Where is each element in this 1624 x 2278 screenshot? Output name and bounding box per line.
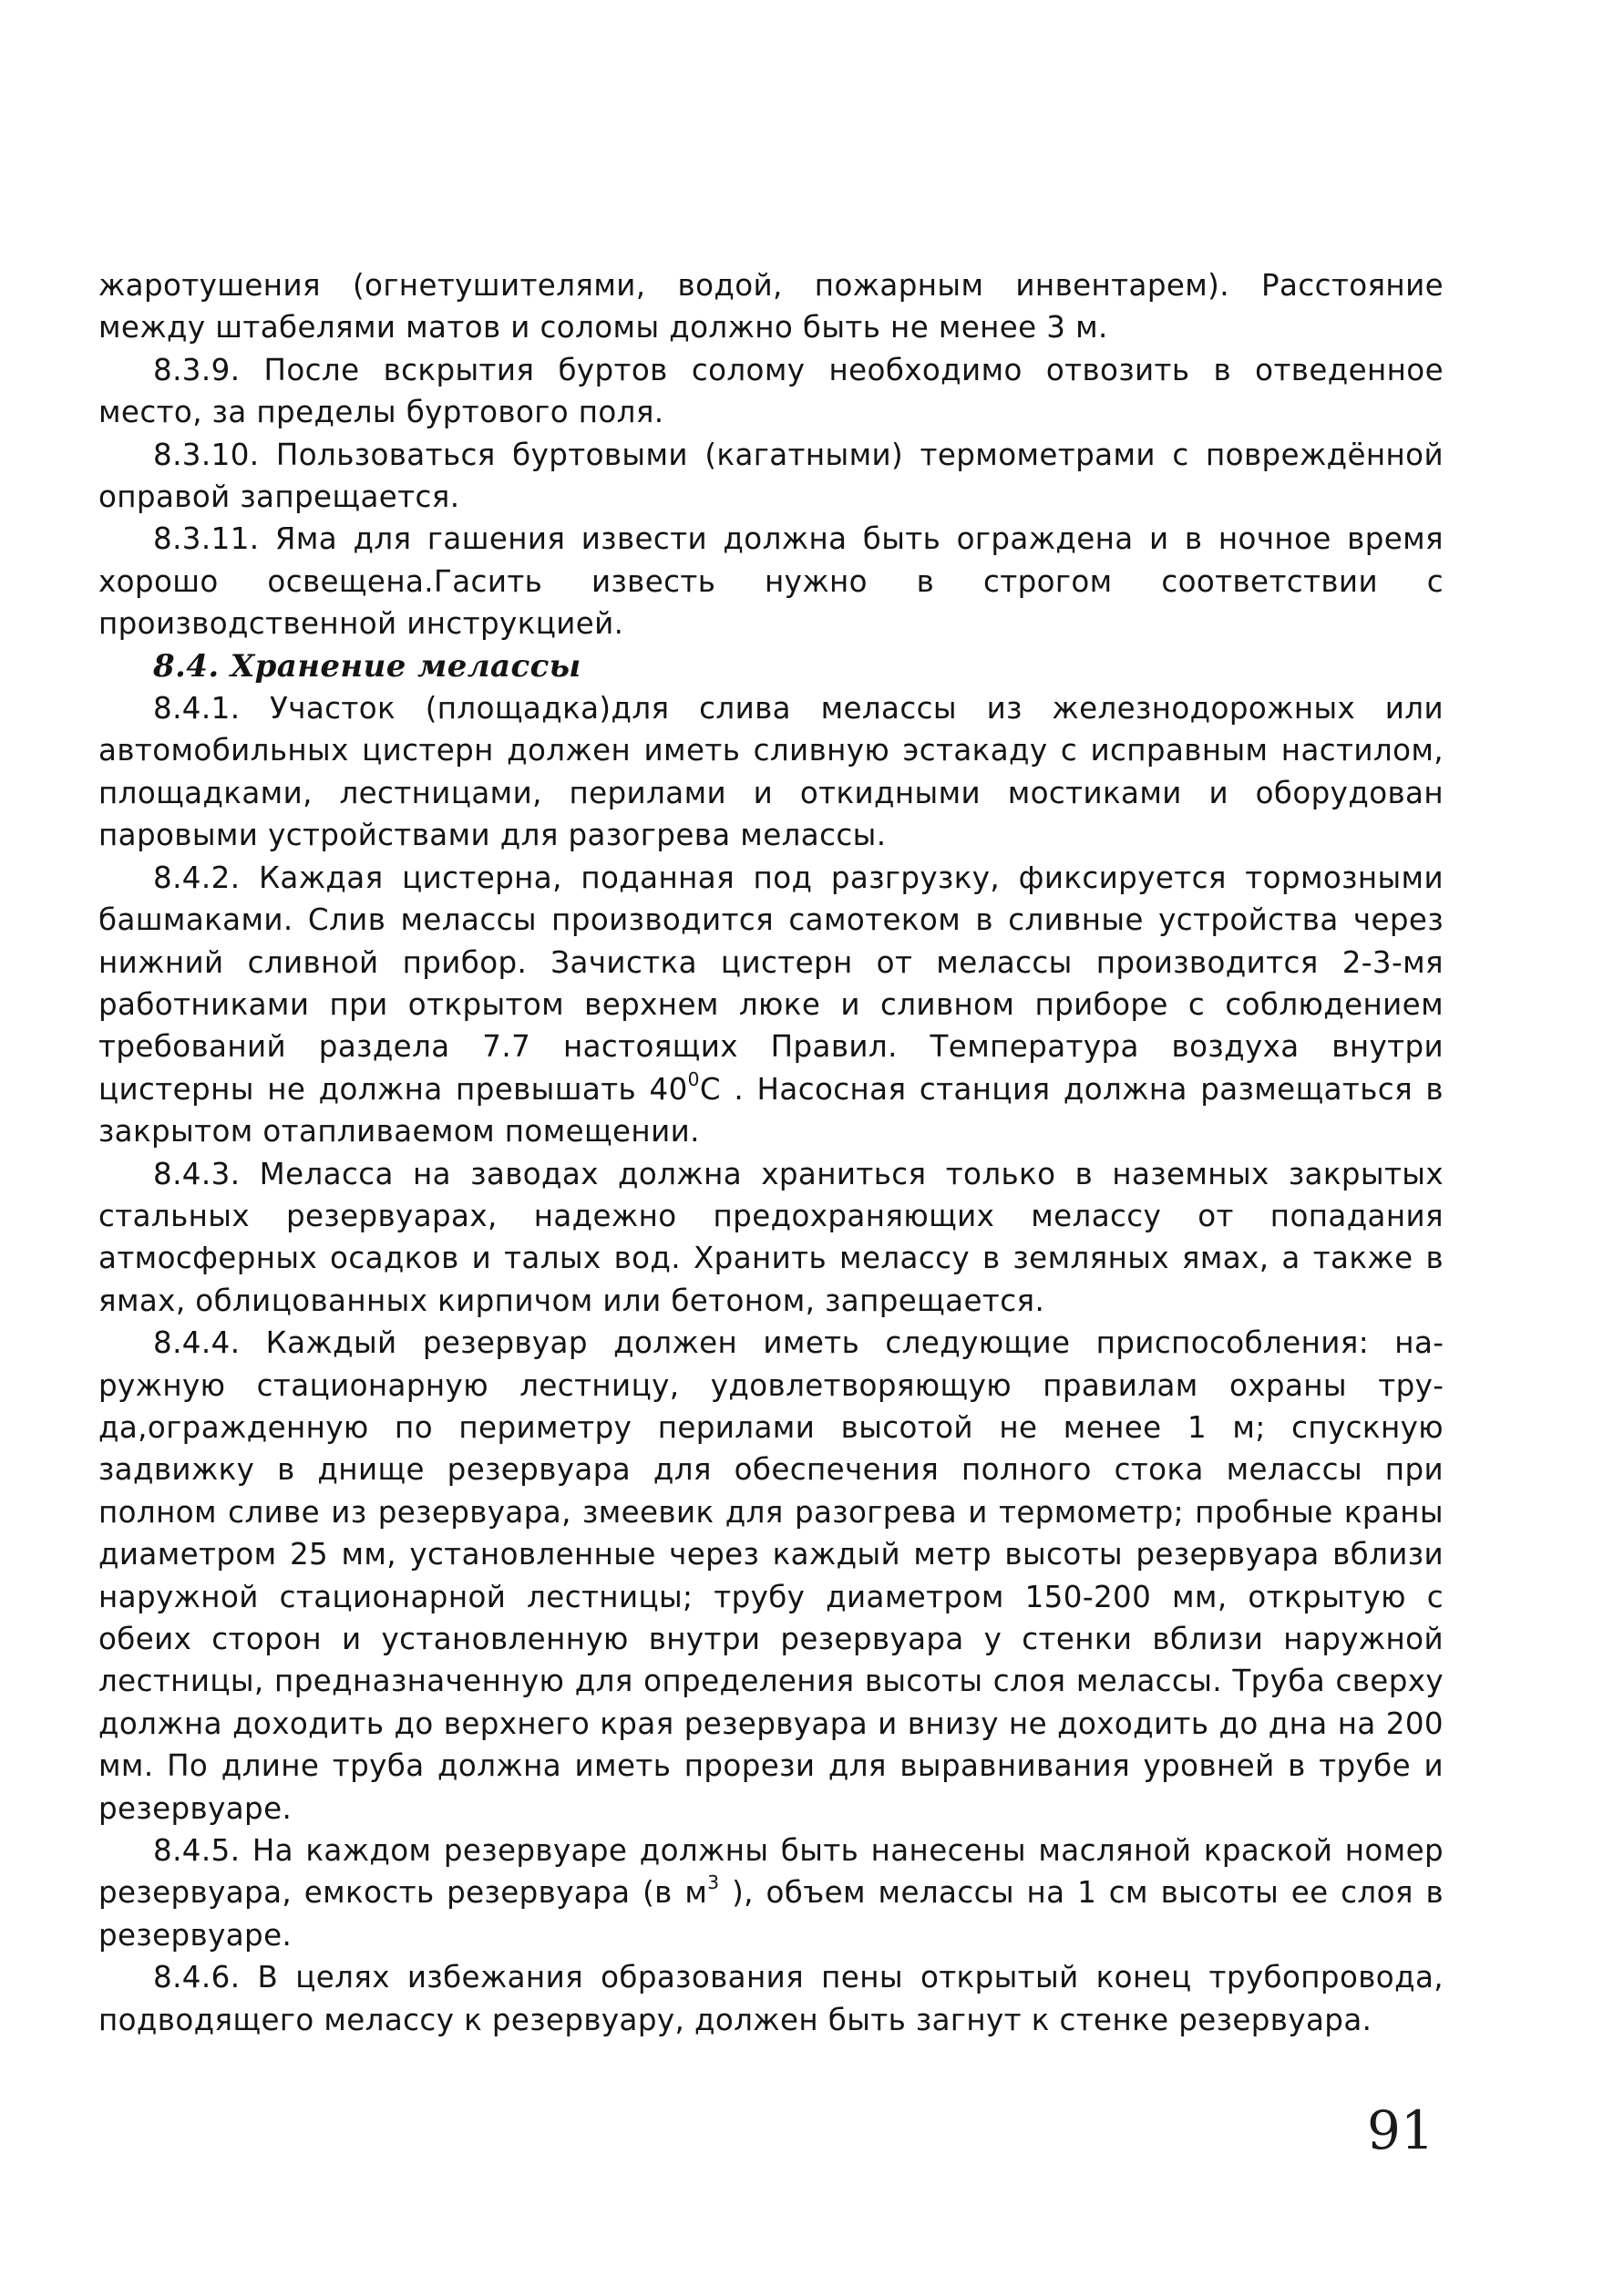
- section-heading-8-4: 8.4. Хранение мелассы: [153, 647, 581, 685]
- temperature-superscript: 0: [687, 1067, 700, 1090]
- page-number: 91: [1367, 2099, 1434, 2161]
- document-page: [98, 264, 1444, 2041]
- paragraph-8-4-2-text: 8.4.2. Каждая цистерна, поданная под разгрузку, фиксируется тормозными башмаками. Слив мелассы производится самотеком в сливные устройства через нижний сливной прибор. Зачистка цистерн от мелассы производится 2-3-мя работниками при открытом верхнем люке и сливном приборе с соблюдением требований раздела 7.7 настоящих Правил. Температура воздуха внутри цистерны не должна превышать 40: [98, 860, 1444, 1107]
- paragraph-8-3-10: 8.3.10. Пользоваться буртовыми (кагатными) термометрами с повреждённой оправой запрещается.: [98, 437, 1444, 515]
- paragraph-8-4-2-text-end: С . Насосная станция должна размещаться в закрытом отапливаемом помещении.: [98, 1071, 1444, 1149]
- cubic-superscript: 3: [707, 1871, 720, 1894]
- paragraph-8-3-9: 8.3.9. После вскрытия буртов солому необходимо отвозить в отведенное место, за пределы буртового поля.: [98, 352, 1444, 430]
- paragraph-8-4-1: 8.4.1. Участок (площадка)для слива мелассы из железнодорожных или автомобильных цистерн должен иметь сливную эстакаду с исправным настилом, площадками, лестницами, перилами и откидными мостиками и оборудован паровыми устройствами для разогрева мелассы.: [98, 691, 1444, 853]
- paragraph-8-4-5-text-end: ), объем мелассы на 1 см высоты ее слоя в резервуаре.: [98, 1875, 1444, 1953]
- paragraph-8-4-5: [98, 1830, 1444, 1956]
- paragraph-8-3-11: 8.3.11. Яма для гашения извести должна быть ограждена и в ночное время хорошо освещена.Гасить известь нужно в строгом соответствии с производственной инструкцией.: [98, 521, 1444, 642]
- paragraph-8-4-3: 8.4.3. Меласса на заводах должна храниться только в наземных закрытых стальных резервуарах, надежно предохраняющих мелассу от попадания атмосферных осадков и талых вод. Хранить мелассу в земляных ямах, а также в ямах, облицованных кирпичом или бетоном, запрещается.: [98, 1156, 1444, 1318]
- paragraph-8-4-4: 8.4.4. Каждый резервуар должен иметь следующие приспособления: наружную стационарную лестницу, удовлетворяющую правилам охраны труда,огражденную по периметру перилами высотой не менее 1 м; спускную задвижку в днище резервуара для обеспечения полного стока мелассы при полном сливе из резервуара, змеевик для разогрева и термометр; пробные краны диаметром 25 мм, установленные через каждый метр высоты резервуара вблизи наружной стационарной лестницы; трубу диаметром 150-200 мм, открытую с обеих сторон и установленную внутри резервуара у стенки вблизи наружной лестницы, предназначенную для определения высоты слоя мелассы. Труба сверху должна доходить до верхнего края резервуара и внизу не доходить до дна на 200 мм. По длине труба должна иметь прорези для выравнивания уровней в трубе и резервуаре.: [98, 1325, 1444, 1826]
- paragraph-continuation: жаротушения (огнетушителями, водой, пожарным инвентарем). Расстояние между штабелями матов и соломы должно быть не менее 3 м.: [98, 268, 1444, 345]
- paragraph-8-4-6: 8.4.6. В целях избежания образования пены открытый конец трубопровода, подводящего мелассу к резервуару, должен быть загнут к стенке резервуара.: [98, 1960, 1444, 2037]
- paragraph-8-4-2: [98, 857, 1444, 1153]
- paragraph-8-4-5-text: 8.4.5. На каждом резервуаре должны быть нанесены масляной краской номер резервуара, емкость резервуара (в м: [98, 1833, 1444, 1911]
